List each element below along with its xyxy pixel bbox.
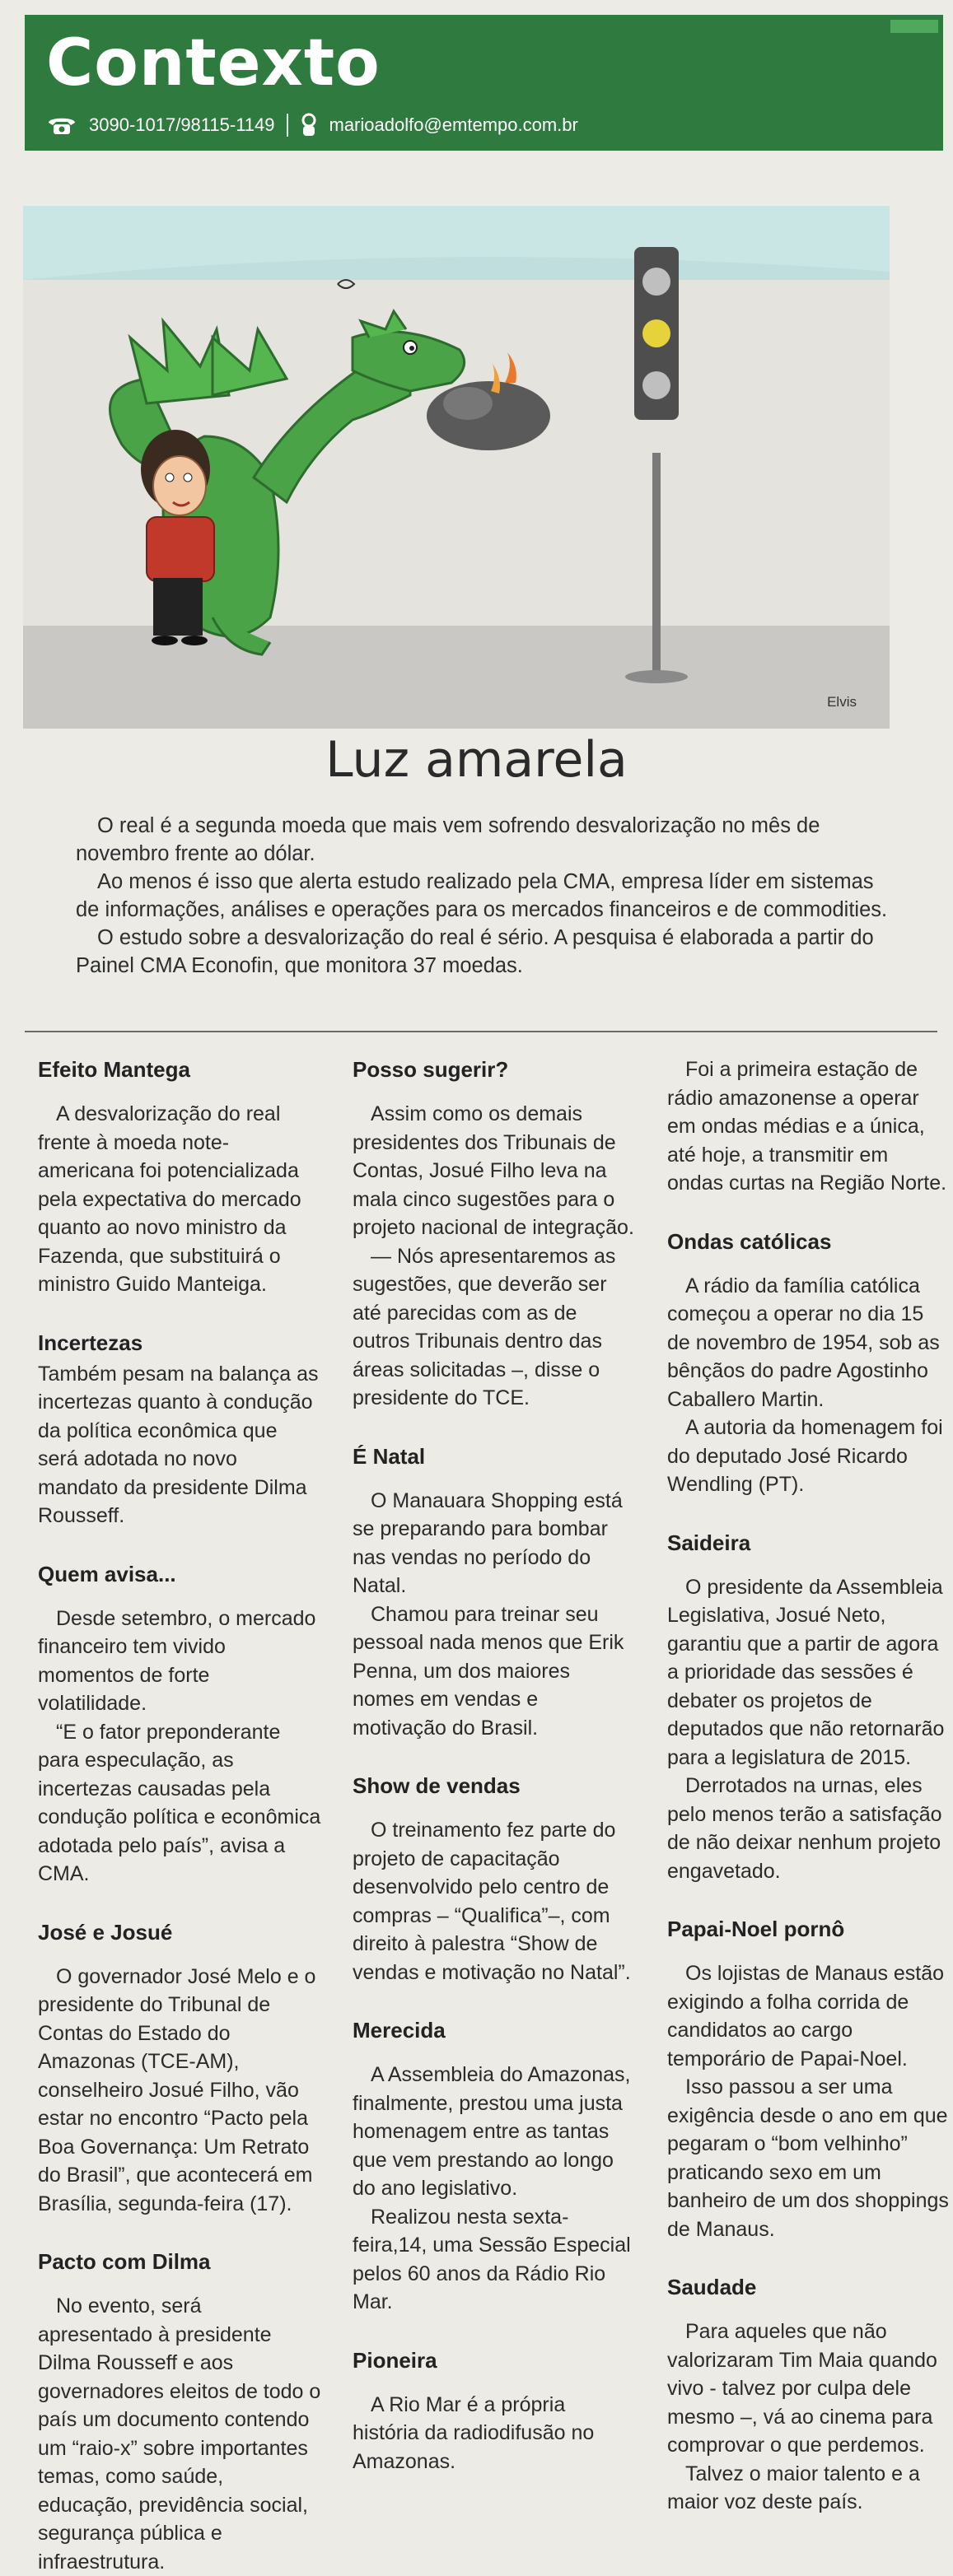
note [38,1560,321,1889]
separator [287,114,288,137]
editorial-cartoon [23,206,890,729]
note-paragraph: A Assembleia do Amazonas, finalmente, prestou uma justa homenagem entre as tantas que vem prestando ao longo do ano legislativo. [353,2063,631,2200]
note [353,1055,637,1413]
note-title: Merecida [353,2018,446,2043]
note-paragraph: Talvez o maior talento e a maior voz deste país. [667,2462,920,2513]
note [667,1529,949,1886]
note-paragraph: No evento, será apresentado à presidente Dilma Rousseff e aos governadores eleitos de todo o país um documento contendo um “raio-x” sobre importantes temas, como saúde, educação, previdência social, segurança pública e infraestrutura. [38,2294,321,2574]
note-title: Papai-Noel pornô [667,1917,845,1941]
note-title: Posso sugerir? [353,1057,509,1082]
note-title: Quem avisa... [38,1561,176,1586]
note [38,1055,321,1299]
lead-paragraph: O estudo sobre a desvalorização do real é sério. A pesquisa é elaborada a partir do Painel CMA Econofin, que monitora 37 moedas. [76,926,874,977]
phone-number: 3090-1017/98115-1149 [89,114,275,135]
note-title: Saideira [667,1530,751,1555]
header-corner-tab [890,20,938,33]
note-paragraph: A autoria da homenagem foi do deputado José Ricardo Wendling (PT). [667,1416,943,1496]
note [667,1915,949,2243]
note-title: Show de vendas [353,1773,521,1798]
note-paragraph: A rádio da família católica começou a operar no dia 15 de novembro de 1954, sob as bênçãos do padre Agostinho Caballero Martin. [667,1274,940,1411]
note-title: Saudade [667,2275,757,2299]
note [38,1329,321,1530]
note-paragraph: O Manauara Shopping está se preparando para bombar nas vendas no período do Natal. [353,1488,623,1597]
note-paragraph: Realizou nesta sexta-feira,14, uma Sessão Especial pelos 60 anos da Rádio Rio Mar. [353,2205,631,2313]
note [667,1227,949,1499]
note-paragraph: Assim como os demais presidentes dos Tribunais de Contas, Josué Filho leva na mala cinco sugestões para o projeto nacional de integração. [353,1102,634,1239]
note-paragraph: Isso passou a ser uma exigência desde o ano em que pegaram o “bom velhinho” praticando sexo em um banheiro de um dos shoppings de Manaus. [667,2075,949,2241]
note-title: Pacto com Dilma [38,2249,211,2274]
note-title: Incertezas [38,1330,143,1355]
note [667,2273,949,2517]
column-title: Contexto [46,26,381,100]
note-paragraph: Para aqueles que não valorizaram Tim Maia quando vivo - talvez por culpa dele mesmo –, vá ao cinema para comprovar o que perdemos. [667,2320,937,2457]
note-paragraph: — Nós apresentaremos as sugestões, que deverão ser até parecidas com as de outros Tribunais dentro das áreas solicitadas –, disse o presidente do TCE. [353,1244,616,1409]
column-header [25,15,943,151]
note [38,1918,321,2219]
email-icon [300,113,318,137]
note [353,1442,637,1743]
column-1 [38,1055,321,2574]
note [38,2248,321,2576]
note-paragraph: O presidente da Assembleia Legislativa, Josué Neto, garantiu que a partir de agora a prioridade das sessões é debater os projetos de deputados que não retornarão para a legislatura de 2015. [667,1575,945,1769]
column-3 [667,1055,949,2529]
headline: Luz amarela [325,731,628,789]
contact-line [46,110,578,140]
note-paragraph: Derrotados na urnas, eles pelo menos terão a satisfação de não deixar nenhum projeto engavetado. [667,1774,942,1883]
note-title: Efeito Mantega [38,1057,190,1082]
note [353,2346,637,2476]
lead-paragraph: O real é a segunda moeda que mais vem sofrendo desvalorização no mês de novembro frente ao dólar. [76,814,820,865]
note-paragraph: A Rio Mar é a própria história da radiodifusão no Amazonas. [353,2392,595,2473]
email-address[interactable]: marioadolfo@emtempo.com.br [329,114,578,135]
note-title: É Natal [353,1443,426,1469]
note-paragraph: “E o fator preponderante para especulação, as incertezas causadas pela condução política e econômica adotada pelo país”, avisa a CMA. [38,1720,321,1885]
note [667,1055,949,1198]
note-paragraph: Foi a primeira estação de rádio amazonense a operar em ondas médias e a única, até hoje, a transmitir em ondas curtas na Região Norte. [667,1058,947,1195]
lead-paragraph: Ao menos é isso que alerta estudo realizado pela CMA, empresa líder em sistemas de informações, análises e operações para os mercados financeiros e de commodities. [76,870,888,921]
note [353,1772,637,1987]
note-paragraph: A desvalorização do real frente à moeda note-americana foi potencializada pela expectativa do mercado quanto ao novo ministro da Fazenda, que substituirá o ministro Guido Manteiga. [38,1102,301,1296]
note-paragraph: Os lojistas de Manaus estão exigindo a folha corrida de candidatos ao cargo temporário de Papai-Noel. [667,1962,945,2071]
divider [25,1031,937,1032]
note-title: José e Josué [38,1919,173,1945]
note [353,2016,637,2317]
note-paragraph: Desde setembro, o mercado financeiro tem vivido momentos de forte volatilidade. [38,1606,316,1715]
note-title: Pioneira [353,2347,437,2373]
cartoon-credit: Elvis [827,694,857,710]
note-paragraph: O treinamento fez parte do projeto de capacitação desenvolvido pelo centro de compras – “Qualifica”–, com direito à palestra “Show de vendas e motivação no Natal”. [353,1819,631,1984]
note-title: Ondas católicas [667,1228,832,1254]
note-paragraph: O governador José Melo e o presidente do Tribunal de Contas do Estado do Amazonas (TCE-AM), conselheiro Josué Filho, vão estar no encontro “Pacto pela Boa Governança: Um Retrato do Brasil”, que acontecerá em Brasília, segunda-feira (17). [38,1964,316,2215]
note-paragraph: Chamou para treinar seu pessoal nada menos que Erik Penna, um dos maiores nomes em vendas e motivação do Brasil. [353,1602,624,1740]
phone-icon [46,114,77,136]
note-paragraph: Também pesam na balança as incertezas quanto à condução da política econômica que será adotada no novo mandato da presidente Dilma Rousseff. [38,1362,319,1527]
lead-text [76,812,899,980]
column-2 [353,1055,637,2529]
